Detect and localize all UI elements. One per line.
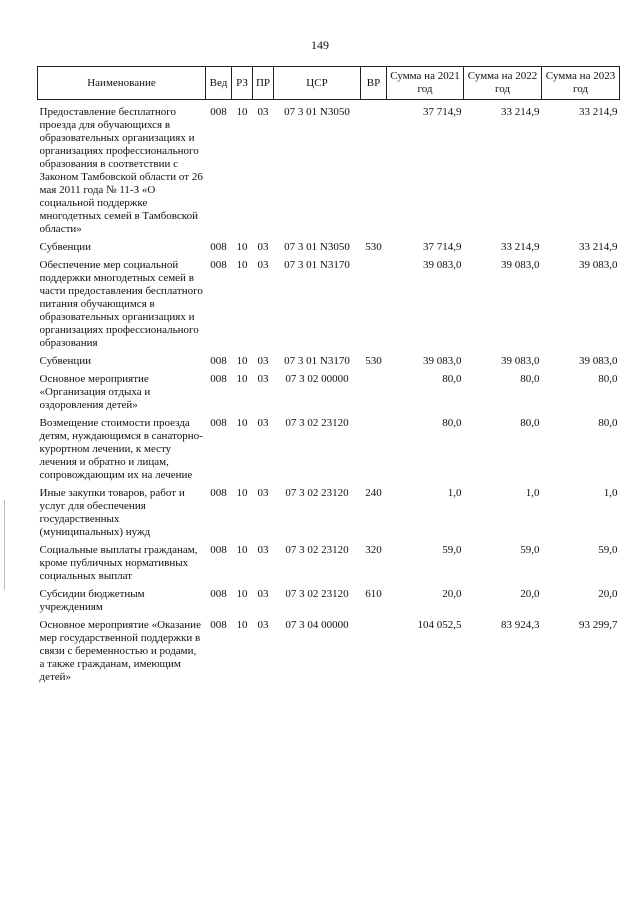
table-row bbox=[38, 539, 620, 583]
cell-y2021: 37 714,9 bbox=[423, 106, 462, 118]
cell-y2022: 20,0 bbox=[520, 588, 540, 600]
table-row bbox=[38, 482, 620, 539]
cell-y2021: 20,0 bbox=[442, 588, 462, 600]
cell-rz: 10 bbox=[236, 544, 248, 556]
cell-y2021: 104 052,5 bbox=[417, 619, 462, 631]
cell-y2021: 39 083,0 bbox=[423, 259, 462, 271]
header-2021: Сумма на 2021 год bbox=[387, 67, 464, 100]
cell-pr: 03 bbox=[257, 241, 269, 253]
cell-csr: 07 3 02 23120 bbox=[285, 588, 349, 600]
cell-y2022: 80,0 bbox=[520, 373, 540, 385]
cell-ved: 008 bbox=[210, 355, 227, 367]
cell-name: Субсидии бюджетным учреждениям bbox=[39, 588, 145, 613]
cell-csr: 07 3 01 N3170 bbox=[284, 355, 350, 367]
table-row bbox=[38, 350, 620, 368]
page-number: 149 bbox=[311, 38, 329, 52]
cell-vr: 530 bbox=[365, 241, 382, 253]
cell-y2022: 1,0 bbox=[525, 487, 540, 499]
header-ved: Вед bbox=[206, 67, 232, 100]
cell-ved: 008 bbox=[210, 106, 227, 118]
scan-margin-mark bbox=[4, 500, 5, 590]
header-vr: ВР bbox=[361, 67, 387, 100]
cell-csr: 07 3 01 N3050 bbox=[284, 241, 350, 253]
cell-name: Обеспечение мер социальной поддержки многодетных семей в части предоставления бесплатного питания обучающимся в образовательных организациях и организациях профессионального образования bbox=[39, 259, 203, 349]
cell-y2023: 39 083,0 bbox=[579, 355, 618, 367]
table-row bbox=[38, 368, 620, 412]
cell-y2023: 80,0 bbox=[598, 373, 618, 385]
cell-y2021: 80,0 bbox=[442, 417, 462, 429]
cell-rz: 10 bbox=[236, 355, 248, 367]
table-row bbox=[38, 412, 620, 482]
cell-ved: 008 bbox=[210, 588, 227, 600]
cell-rz: 10 bbox=[236, 106, 248, 118]
cell-vr: 240 bbox=[365, 487, 382, 499]
cell-vr: 320 bbox=[365, 544, 382, 556]
cell-ved: 008 bbox=[210, 619, 227, 631]
header-rz: РЗ bbox=[232, 67, 253, 100]
cell-rz: 10 bbox=[236, 588, 248, 600]
cell-y2021: 80,0 bbox=[442, 373, 462, 385]
cell-csr: 07 3 02 23120 bbox=[285, 487, 349, 499]
table-body bbox=[38, 100, 620, 685]
cell-vr: 610 bbox=[365, 588, 382, 600]
cell-ved: 008 bbox=[210, 544, 227, 556]
cell-pr: 03 bbox=[257, 373, 269, 385]
table-row bbox=[38, 583, 620, 614]
cell-y2023: 33 214,9 bbox=[579, 241, 618, 253]
cell-vr bbox=[361, 368, 387, 412]
cell-csr: 07 3 04 00000 bbox=[285, 619, 349, 631]
cell-csr: 07 3 02 00000 bbox=[285, 373, 349, 385]
table-row bbox=[38, 236, 620, 254]
cell-ved: 008 bbox=[210, 487, 227, 499]
header-2022: Сумма на 2022 год bbox=[464, 67, 542, 100]
cell-y2021: 59,0 bbox=[442, 544, 462, 556]
cell-ved: 008 bbox=[210, 417, 227, 429]
cell-pr: 03 bbox=[257, 259, 269, 271]
budget-table bbox=[37, 66, 620, 684]
cell-y2022: 33 214,9 bbox=[501, 241, 540, 253]
cell-y2022: 83 924,3 bbox=[501, 619, 540, 631]
cell-ved: 008 bbox=[210, 259, 227, 271]
cell-pr: 03 bbox=[257, 544, 269, 556]
cell-y2023: 33 214,9 bbox=[579, 106, 618, 118]
header-pr: ПР bbox=[253, 67, 274, 100]
table-row bbox=[38, 254, 620, 350]
cell-name: Предоставление бесплатного проезда для обучающихся в образовательных организациях и организациях профессионального образования в соответствии с Законом Тамбовской области от 26 мая 2011 года № 11-З «О социальной поддержке многодетных семей в Тамбовской области» bbox=[39, 106, 203, 235]
cell-vr bbox=[361, 614, 387, 684]
cell-name: Социальные выплаты гражданам, кроме публичных нормативных социальных выплат bbox=[39, 544, 198, 582]
cell-y2023: 20,0 bbox=[598, 588, 618, 600]
cell-csr: 07 3 02 23120 bbox=[285, 417, 349, 429]
cell-y2021: 37 714,9 bbox=[423, 241, 462, 253]
table-header-row bbox=[38, 67, 620, 100]
cell-name: Возмещение стоимости проезда детям, нуждающимся в санаторно-курортном лечении, к месту лечения и обратно и лицам, сопровождающим их на лечение bbox=[39, 417, 203, 481]
header-csr: ЦСР bbox=[274, 67, 361, 100]
cell-y2021: 1,0 bbox=[447, 487, 462, 499]
cell-y2022: 59,0 bbox=[520, 544, 540, 556]
cell-pr: 03 bbox=[257, 355, 269, 367]
table-row bbox=[38, 614, 620, 684]
cell-y2023: 59,0 bbox=[598, 544, 618, 556]
cell-pr: 03 bbox=[257, 588, 269, 600]
cell-csr: 07 3 01 N3170 bbox=[284, 259, 350, 271]
cell-y2023: 1,0 bbox=[603, 487, 618, 499]
cell-ved: 008 bbox=[210, 241, 227, 253]
table-row bbox=[38, 106, 620, 236]
cell-vr bbox=[361, 106, 387, 236]
cell-pr: 03 bbox=[257, 619, 269, 631]
cell-name: Основное мероприятие «Оказание мер государственной поддержки в связи с беременностью и родами, а также гражданам, имеющим детей» bbox=[39, 619, 201, 683]
header-2023: Сумма на 2023 год bbox=[542, 67, 620, 100]
cell-rz: 10 bbox=[236, 417, 248, 429]
cell-pr: 03 bbox=[257, 417, 269, 429]
cell-vr bbox=[361, 412, 387, 482]
cell-name: Основное мероприятие «Организация отдыха и оздоровления детей» bbox=[39, 373, 151, 411]
cell-name: Иные закупки товаров, работ и услуг для обеспечения государственных (муниципальных) нужд bbox=[39, 487, 185, 538]
cell-name: Субвенции bbox=[39, 241, 92, 253]
cell-y2023: 80,0 bbox=[598, 417, 618, 429]
cell-pr: 03 bbox=[257, 106, 269, 118]
cell-y2022: 80,0 bbox=[520, 417, 540, 429]
cell-vr bbox=[361, 254, 387, 350]
cell-y2022: 33 214,9 bbox=[501, 106, 540, 118]
cell-name: Субвенции bbox=[39, 355, 92, 367]
cell-ved: 008 bbox=[210, 373, 227, 385]
cell-pr: 03 bbox=[257, 487, 269, 499]
cell-y2023: 39 083,0 bbox=[579, 259, 618, 271]
cell-csr: 07 3 02 23120 bbox=[285, 544, 349, 556]
cell-rz: 10 bbox=[236, 619, 248, 631]
cell-y2022: 39 083,0 bbox=[501, 355, 540, 367]
cell-csr: 07 3 01 N3050 bbox=[284, 106, 350, 118]
cell-rz: 10 bbox=[236, 241, 248, 253]
cell-y2021: 39 083,0 bbox=[423, 355, 462, 367]
cell-rz: 10 bbox=[236, 373, 248, 385]
header-name: Наименование bbox=[38, 67, 206, 100]
cell-y2022: 39 083,0 bbox=[501, 259, 540, 271]
cell-rz: 10 bbox=[236, 487, 248, 499]
cell-rz: 10 bbox=[236, 259, 248, 271]
cell-vr: 530 bbox=[365, 355, 382, 367]
cell-y2023: 93 299,7 bbox=[579, 619, 618, 631]
